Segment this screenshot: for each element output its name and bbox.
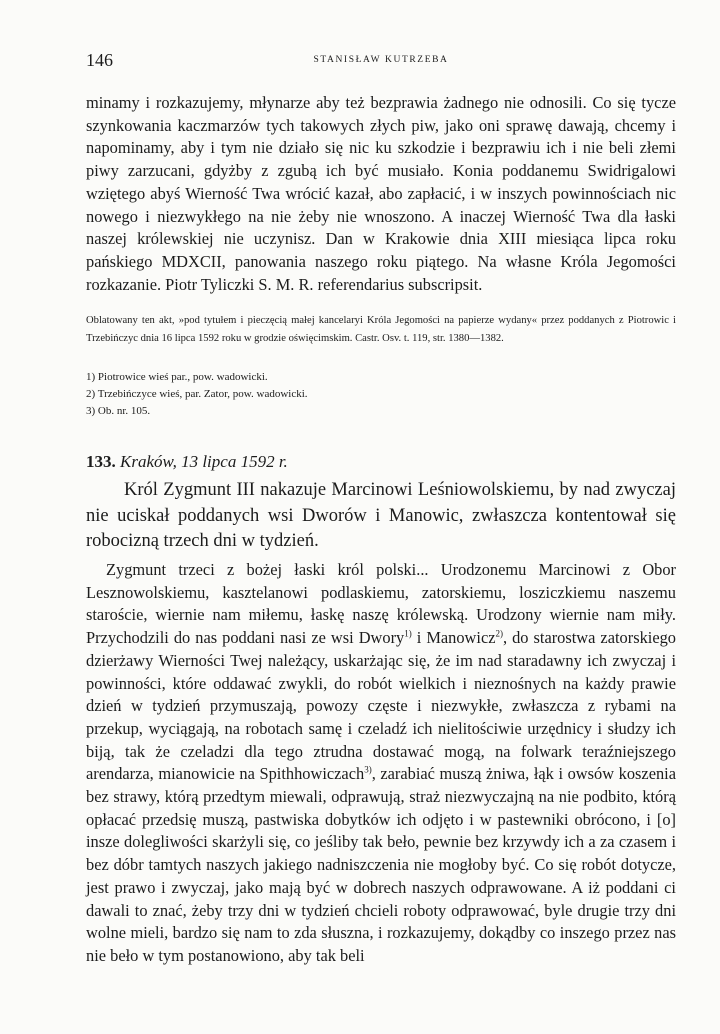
document-number: 133. (86, 452, 116, 471)
page-number: 146 (86, 50, 113, 70)
archival-note: Oblatowany ten akt, »pod tytułem i pieczęcią małej kancelaryi Króla Jegomości na papierze wydany« przez poddanych z Piotrowic i Trzebińczyc dnia 16 lipca 1592 roku w grodzie oświęcimskim. Castr. Osv. t. 119, str. 1380—1382. (86, 315, 676, 344)
footnote: 1) Piotrowice wieś par., pow. wadowicki. (86, 371, 268, 383)
continuation-paragraph: minamy i rozkazujemy, młynarze aby też bezprawia żadnego nie odnosili. Co się tycze szynkowania kaczmarzów tych takowych złych piw, jako oni sprawę dawają, chcemy i napominamy, aby i tym nie działo się nic ku szkodzie i bezprawiu ich i nie beli złemi piwy zarzucani, gdyżby z zgubą ich być musiało. Konia poddanemu Swidrigalowi wziętego abyś Wierność Twa wrócić kazał, abo zapłacić, i w inszych powinnościach nic nowego i niezwykłego na nie żeby nie wnoszono. A inaczej Wierność Twa dla łaski naszej królewskiej nie uczynisz. Dan w Krakowie dnia XIII miesiąca lipca roku pańskiego MDXCII, panowania naszego roku piątego. Na własne Króla Jegomości rozkazanie. Piotr Tyliczki S. M. R. referendarius subscripsit. (86, 93, 676, 294)
archival-note-block (86, 312, 676, 348)
document-heading (86, 452, 676, 472)
running-head: STANISŁAW KUTRZEBA (313, 55, 449, 65)
continuation-text (86, 92, 676, 296)
footnote-ref: 3) (364, 764, 372, 775)
document-body (86, 559, 676, 968)
document-place-date: Kraków, 13 lipca 1592 r. (120, 452, 288, 471)
footnote: 3) Ob. nr. 105. (86, 405, 151, 417)
footnotes (86, 369, 676, 420)
footnote: 2) Trzebińczyce wieś, par. Zator, pow. wadowicki. (86, 388, 308, 400)
footnote-ref: 2) (495, 628, 503, 639)
document-regest: Król Zygmunt III nakazuje Marcinowi Leśniowolskiemu, by nad zwyczaj nie uciskał poddanych wsi Dworów i Manowic, zwłaszcza kontentował się robocizną trzech dni w tydzień. (86, 480, 676, 551)
document-body-paragraph: Zygmunt trzeci z bożej łaski król polski... Urodzonemu Marcinowi z Obor Lesznowolskiemu, kasztelanowi podlaskiemu, zatorskiemu, losziczkiemu naszemu staroście, wiernie nam miłemu, łaskę naszę królewską. Urodzony wiernie nam miły. Przychodzili do nas poddani nasi ze wsi Dwory$^{1)}$ i Manowicz$^{2)}$, do starostwa zatorskiego dzierżawy Wierności Twej należący, uskarżając się, że im nad staradawny ich zwyczaj i powinności, które oddawać zwykli, do robót wielkich i nieznośnych na każdy prawie dzień w tydzień przymuszają, powozy częste i niezwykłe, zwłaszcza z rybami na przekup, wyciągają, na robotach samę i czeladź ich nielitościwie urzędnicy i słudzy ich biją, tak że czeladzi dla tego ztrudna dostawać mogą, na folwark teraźniejszego arendarza, mianowicie na Spithhowiczach$^{3)}$, zarabiać muszą żniwa, łąk i owsów koszenia bez strawy, którą przedtym miewali, odprawują, straż niezwyczajną na nie podbito, którą opłacać przedsię muszą, pastwiska dobytków ich odjęto i w pastewniki obrócono, i [o] insze dolegliwości skarżyli się, co jeśliby tak beło, pewnie bez krzywdy ich a za czasem i bez dóbr tamtych naszych jakiego nadniszczenia nie mogłoby być. Co się robót dotycze, jest prawo i zwyczaj, jako mają być w dobrech naszych odprawowane. A iż poddani ci dawali to znać, żeby trzy dni w tydzień chcieli roboty odprawować, byle drugie trzy dni wolne mieli, bardzo się nam to zda słuszna, i rozkazujemy, dokądby co inszego przez nas nie beło w tym postanowiono, aby tak beli (86, 560, 676, 965)
page-header (86, 50, 676, 74)
document-regest-block (86, 478, 676, 555)
footnote-ref: 1) (404, 628, 412, 639)
